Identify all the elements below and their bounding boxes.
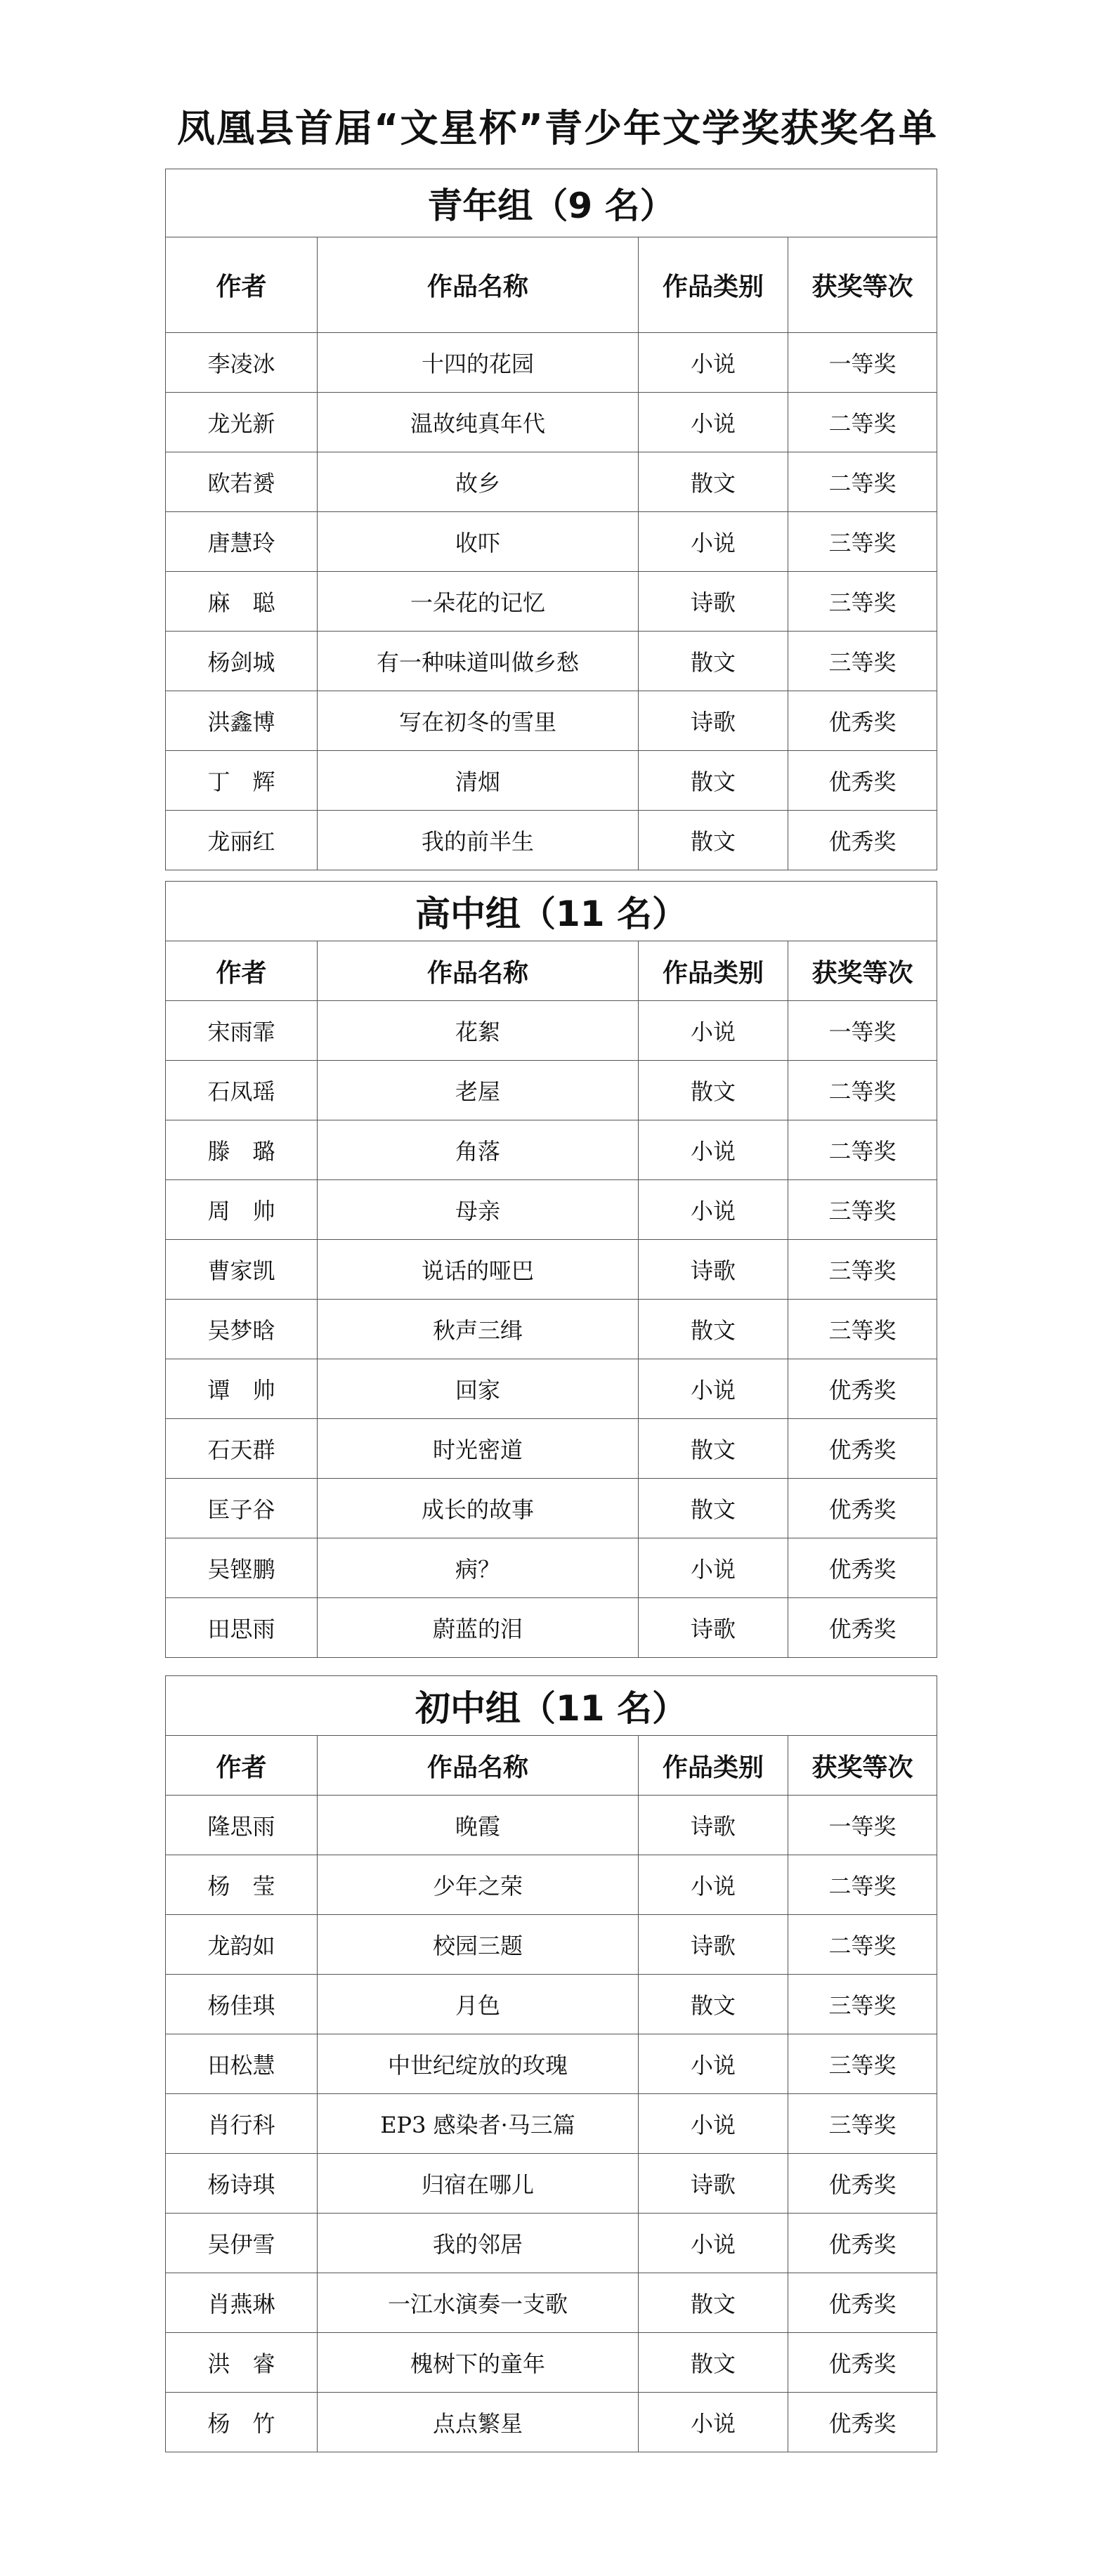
table-row xyxy=(166,1855,937,1915)
award-level-cell: 三等奖 xyxy=(788,1975,937,2034)
award-level-cell: 优秀奖 xyxy=(788,1598,937,1658)
category-cell: 散文 xyxy=(639,2273,788,2333)
work-title-cell: 月色 xyxy=(318,1975,639,2034)
award-level-cell: 三等奖 xyxy=(788,512,937,572)
category-cell: 散文 xyxy=(639,632,788,691)
award-level-cell: 三等奖 xyxy=(788,1180,937,1240)
award-level-header: 获奖等次 xyxy=(788,1736,937,1796)
author-cell: 欧若赟 xyxy=(166,452,318,512)
document-title: 凤凰县首届“文星杯”青少年文学奖获奖名单 xyxy=(177,106,938,150)
table-row xyxy=(166,1180,937,1240)
award-level-cell: 一等奖 xyxy=(788,1796,937,1855)
author-header: 作者 xyxy=(166,237,318,333)
work-title-cell: 校园三题 xyxy=(318,1915,639,1975)
table-row xyxy=(166,2273,937,2333)
category-cell: 诗歌 xyxy=(639,2154,788,2214)
column-header-row xyxy=(166,941,937,1001)
work-title-cell: 回家 xyxy=(318,1359,639,1419)
author-cell: 谭 帅 xyxy=(166,1359,318,1419)
category-cell: 小说 xyxy=(639,1855,788,1915)
award-level-cell: 三等奖 xyxy=(788,2094,937,2154)
table-row xyxy=(166,572,937,632)
work-title-cell: 有一种味道叫做乡愁 xyxy=(318,632,639,691)
work-title-cell: 一朵花的记忆 xyxy=(318,572,639,632)
work-title-cell: 成长的故事 xyxy=(318,1479,639,1538)
work-title-cell: 清烟 xyxy=(318,751,639,811)
author-cell: 隆思雨 xyxy=(166,1796,318,1855)
award-level-cell: 三等奖 xyxy=(788,2034,937,2094)
author-header: 作者 xyxy=(166,1736,318,1796)
author-cell: 吴铿鹏 xyxy=(166,1538,318,1598)
award-level-header: 获奖等次 xyxy=(788,941,937,1001)
table-row xyxy=(166,2393,937,2452)
category-cell: 诗歌 xyxy=(639,1796,788,1855)
group-header-row xyxy=(166,1676,937,1736)
award-level-cell: 三等奖 xyxy=(788,1240,937,1300)
table-row xyxy=(166,1240,937,1300)
work-title-cell: 温故纯真年代 xyxy=(318,393,639,452)
category-cell: 诗歌 xyxy=(639,1240,788,1300)
author-cell: 田松慧 xyxy=(166,2034,318,2094)
category-cell: 小说 xyxy=(639,2034,788,2094)
table-row xyxy=(166,1061,937,1120)
award-level-cell: 优秀奖 xyxy=(788,1419,937,1479)
category-cell: 散文 xyxy=(639,811,788,870)
table-row xyxy=(166,751,937,811)
award-level-cell: 优秀奖 xyxy=(788,751,937,811)
award-level-cell: 优秀奖 xyxy=(788,1359,937,1419)
author-cell: 曹家凯 xyxy=(166,1240,318,1300)
author-cell: 洪鑫博 xyxy=(166,691,318,751)
category-cell: 小说 xyxy=(639,1180,788,1240)
author-cell: 石天群 xyxy=(166,1419,318,1479)
award-level-cell: 二等奖 xyxy=(788,1855,937,1915)
award-level-cell: 优秀奖 xyxy=(788,1538,937,1598)
work-title-cell: 收吓 xyxy=(318,512,639,572)
work-title-cell: 写在初冬的雪里 xyxy=(318,691,639,751)
author-cell: 丁 辉 xyxy=(166,751,318,811)
author-cell: 龙丽红 xyxy=(166,811,318,870)
table-row xyxy=(166,1001,937,1061)
author-header: 作者 xyxy=(166,941,318,1001)
author-cell: 石凤瑶 xyxy=(166,1061,318,1120)
work-title-header: 作品名称 xyxy=(318,1736,639,1796)
category-cell: 小说 xyxy=(639,2393,788,2452)
category-cell: 小说 xyxy=(639,1359,788,1419)
award-level-cell: 三等奖 xyxy=(788,632,937,691)
award-level-cell: 优秀奖 xyxy=(788,2333,937,2393)
work-title-cell: 病？ xyxy=(318,1538,639,1598)
middle-school-group-table xyxy=(165,1675,937,2452)
author-cell: 滕 璐 xyxy=(166,1120,318,1180)
author-cell: 匡子谷 xyxy=(166,1479,318,1538)
category-cell: 小说 xyxy=(639,2094,788,2154)
author-cell: 龙光新 xyxy=(166,393,318,452)
award-level-cell: 一等奖 xyxy=(788,333,937,393)
award-level-cell: 优秀奖 xyxy=(788,691,937,751)
work-title-cell: 十四的花园 xyxy=(318,333,639,393)
table-row xyxy=(166,1359,937,1419)
work-title-cell: 说话的哑巴 xyxy=(318,1240,639,1300)
table-row xyxy=(166,1120,937,1180)
table-row xyxy=(166,1479,937,1538)
category-cell: 小说 xyxy=(639,1001,788,1061)
author-cell: 杨剑城 xyxy=(166,632,318,691)
award-level-cell: 优秀奖 xyxy=(788,2214,937,2273)
category-cell: 散文 xyxy=(639,2333,788,2393)
table-row xyxy=(166,1796,937,1855)
group-title: 初中组（11 名） xyxy=(166,1676,937,1736)
author-cell: 周 帅 xyxy=(166,1180,318,1240)
work-title-cell: EP3 感染者·马三篇 xyxy=(318,2094,639,2154)
award-level-cell: 优秀奖 xyxy=(788,2393,937,2452)
category-cell: 散文 xyxy=(639,1419,788,1479)
award-level-cell: 二等奖 xyxy=(788,1915,937,1975)
award-level-cell: 优秀奖 xyxy=(788,2273,937,2333)
award-level-cell: 二等奖 xyxy=(788,1120,937,1180)
work-title-cell: 老屋 xyxy=(318,1061,639,1120)
work-title-cell: 花絮 xyxy=(318,1001,639,1061)
table-row xyxy=(166,632,937,691)
category-cell: 诗歌 xyxy=(639,691,788,751)
author-cell: 肖行科 xyxy=(166,2094,318,2154)
category-cell: 散文 xyxy=(639,1975,788,2034)
work-title-cell: 点点繁星 xyxy=(318,2393,639,2452)
author-cell: 宋雨霏 xyxy=(166,1001,318,1061)
work-title-cell: 我的前半生 xyxy=(318,811,639,870)
work-title-header: 作品名称 xyxy=(318,237,639,333)
group-header-row xyxy=(166,882,937,941)
table-row xyxy=(166,2333,937,2393)
work-title-cell: 晚霞 xyxy=(318,1796,639,1855)
work-title-cell: 我的邻居 xyxy=(318,2214,639,2273)
work-title-cell: 少年之荣 xyxy=(318,1855,639,1915)
work-title-cell: 槐树下的童年 xyxy=(318,2333,639,2393)
category-cell: 诗歌 xyxy=(639,1915,788,1975)
group-header-row xyxy=(166,169,937,237)
award-level-cell: 二等奖 xyxy=(788,452,937,512)
category-cell: 散文 xyxy=(639,452,788,512)
award-level-header: 获奖等次 xyxy=(788,237,937,333)
category-header: 作品类别 xyxy=(639,1736,788,1796)
group-title: 高中组（11 名） xyxy=(166,882,937,941)
work-title-cell: 一江水演奏一支歌 xyxy=(318,2273,639,2333)
author-cell: 唐慧玲 xyxy=(166,512,318,572)
table-row xyxy=(166,452,937,512)
author-cell: 杨 竹 xyxy=(166,2393,318,2452)
award-level-cell: 二等奖 xyxy=(788,393,937,452)
table-row xyxy=(166,2094,937,2154)
work-title-cell: 归宿在哪儿 xyxy=(318,2154,639,2214)
table-row xyxy=(166,691,937,751)
column-header-row xyxy=(166,1736,937,1796)
work-title-cell: 母亲 xyxy=(318,1180,639,1240)
work-title-cell: 秋声三缉 xyxy=(318,1300,639,1359)
category-cell: 小说 xyxy=(639,512,788,572)
category-header: 作品类别 xyxy=(639,941,788,1001)
award-level-cell: 一等奖 xyxy=(788,1001,937,1061)
table-row xyxy=(166,1915,937,1975)
category-cell: 小说 xyxy=(639,333,788,393)
work-title-cell: 中世纪绽放的玫瑰 xyxy=(318,2034,639,2094)
column-header-row xyxy=(166,237,937,333)
author-cell: 吴伊雪 xyxy=(166,2214,318,2273)
table-row xyxy=(166,512,937,572)
work-title-cell: 时光密道 xyxy=(318,1419,639,1479)
category-cell: 散文 xyxy=(639,1479,788,1538)
category-cell: 诗歌 xyxy=(639,1598,788,1658)
author-cell: 肖燕琳 xyxy=(166,2273,318,2333)
category-header: 作品类别 xyxy=(639,237,788,333)
award-level-cell: 优秀奖 xyxy=(788,2154,937,2214)
award-level-cell: 三等奖 xyxy=(788,1300,937,1359)
author-cell: 吴梦晗 xyxy=(166,1300,318,1359)
category-cell: 小说 xyxy=(639,393,788,452)
category-cell: 小说 xyxy=(639,1120,788,1180)
award-level-cell: 二等奖 xyxy=(788,1061,937,1120)
award-level-cell: 优秀奖 xyxy=(788,811,937,870)
author-cell: 杨 莹 xyxy=(166,1855,318,1915)
work-title-cell: 角落 xyxy=(318,1120,639,1180)
category-cell: 小说 xyxy=(639,1538,788,1598)
table-row xyxy=(166,2154,937,2214)
category-cell: 小说 xyxy=(639,2214,788,2273)
author-cell: 龙韵如 xyxy=(166,1915,318,1975)
work-title-header: 作品名称 xyxy=(318,941,639,1001)
author-cell: 麻 聪 xyxy=(166,572,318,632)
youth-group-table xyxy=(165,169,937,870)
author-cell: 杨佳琪 xyxy=(166,1975,318,2034)
table-row xyxy=(166,2034,937,2094)
author-cell: 李凌冰 xyxy=(166,333,318,393)
table-row xyxy=(166,1975,937,2034)
group-title: 青年组（9 名） xyxy=(166,169,937,237)
table-row xyxy=(166,2214,937,2273)
table-row xyxy=(166,1538,937,1598)
category-cell: 散文 xyxy=(639,1061,788,1120)
table-row xyxy=(166,1300,937,1359)
table-row xyxy=(166,393,937,452)
category-cell: 诗歌 xyxy=(639,572,788,632)
author-cell: 洪 睿 xyxy=(166,2333,318,2393)
award-level-cell: 三等奖 xyxy=(788,572,937,632)
table-row xyxy=(166,1419,937,1479)
author-cell: 田思雨 xyxy=(166,1598,318,1658)
table-row xyxy=(166,811,937,870)
category-cell: 散文 xyxy=(639,751,788,811)
work-title-cell: 故乡 xyxy=(318,452,639,512)
table-row xyxy=(166,1598,937,1658)
category-cell: 散文 xyxy=(639,1300,788,1359)
high-school-group-table xyxy=(165,881,937,1658)
author-cell: 杨诗琪 xyxy=(166,2154,318,2214)
table-row xyxy=(166,333,937,393)
award-level-cell: 优秀奖 xyxy=(788,1479,937,1538)
work-title-cell: 蔚蓝的泪 xyxy=(318,1598,639,1658)
